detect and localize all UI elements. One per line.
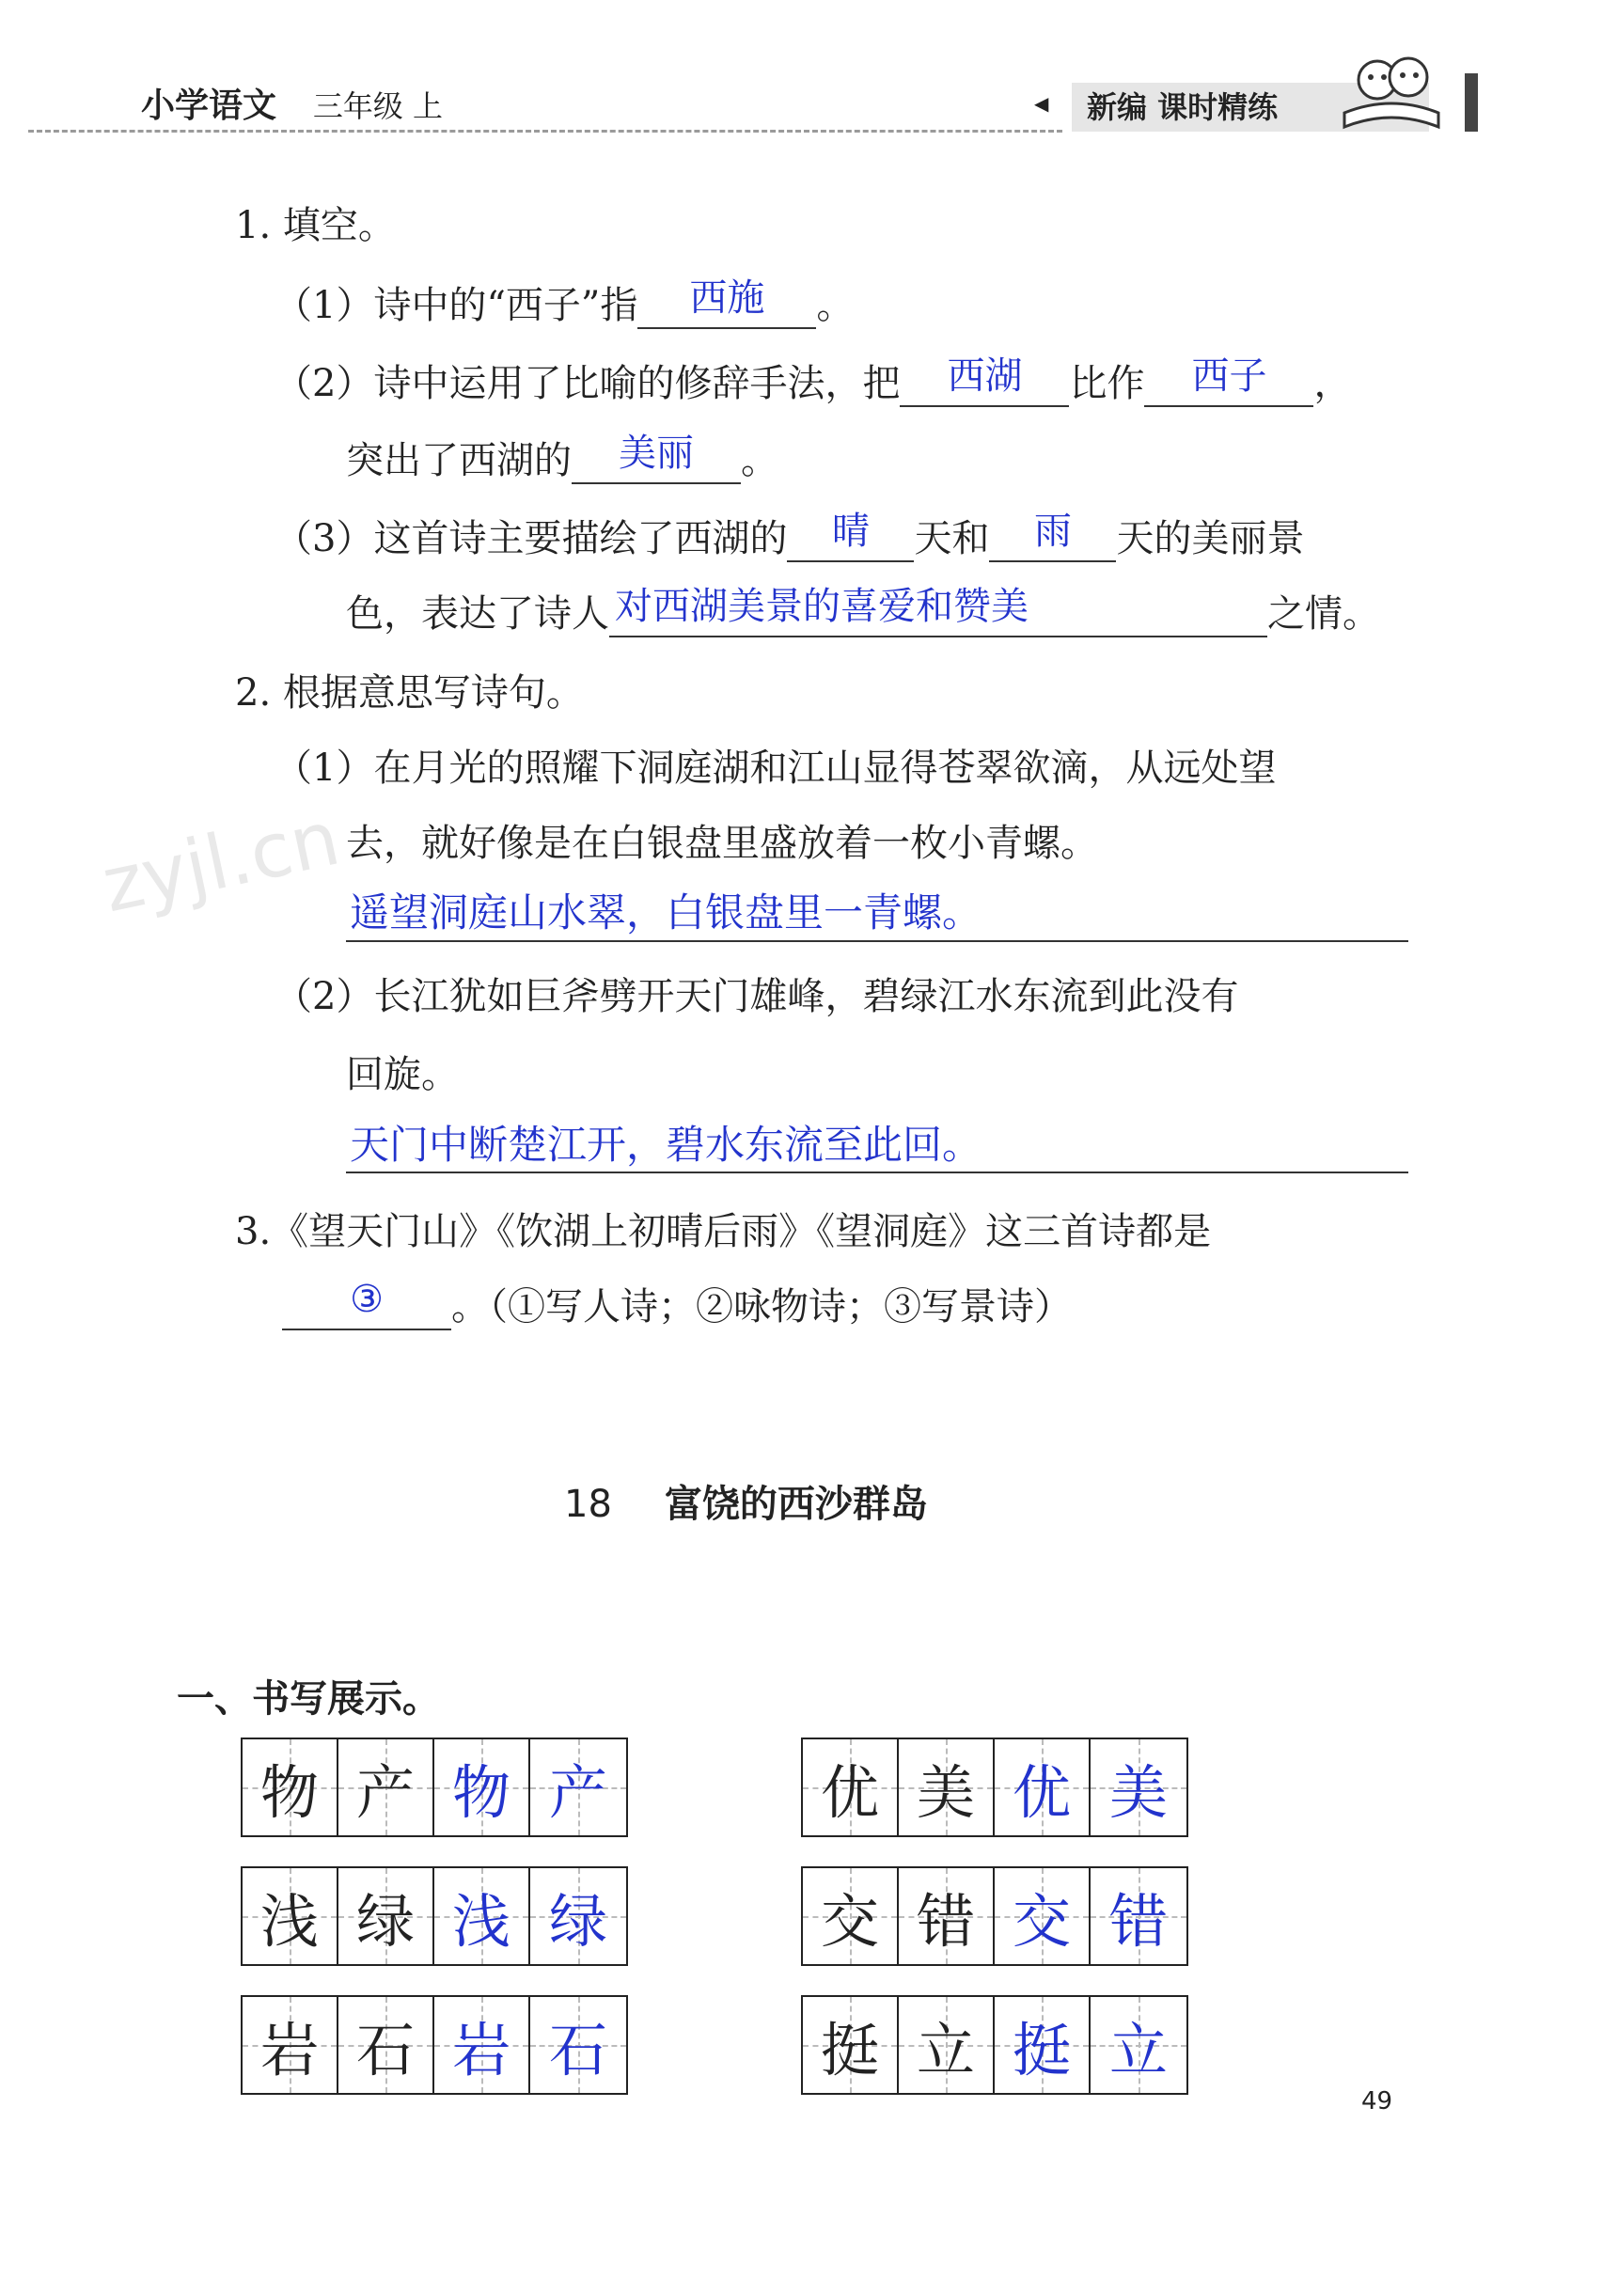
q1-p2b-post: 。 [741,439,778,482]
q1-title: 1. 填空。 [235,204,396,247]
grid-cell: 岩 [243,1997,338,2093]
q1-p1-pre: （1）诗中的“西子”指 [275,284,638,327]
answer-text: 西施 [689,276,765,320]
answer-text: 晴 [831,510,870,553]
grid-cell: 美 [899,1739,995,1835]
writing-grid [241,1866,628,1966]
header-divider [28,130,1062,133]
answer-blank [637,276,816,329]
q1-p2b-pre: 突出了西湖的 [346,439,572,482]
q2-p1-answer: 遥望洞庭山水翠，白银盘里一青螺。 [350,889,982,936]
subject-label: 小学语文 [141,86,277,125]
q1-p1-post: 。 [816,284,855,327]
answer-text: 美丽 [619,432,694,475]
q3-options: 。（①写人诗；②咏物诗；③写景诗） [451,1285,1072,1329]
answer-text: 西湖 [947,354,1023,398]
writing-grid [241,1738,628,1837]
answer-blank [282,1278,451,1330]
q1-p3b-pre: 色，表达了诗人 [346,592,609,636]
grid-cell: 立 [899,1997,995,2093]
grid-cell-answer: 立 [1091,1997,1186,2093]
q1-p3b-post: 之情。 [1267,592,1380,636]
grid-cell-answer: 错 [1091,1868,1186,1964]
lesson-title [564,1474,928,1528]
q1-part3-cont [346,585,1380,637]
page-number: 49 [1361,2087,1393,2115]
header-bar [1465,73,1478,132]
q3-line1: 3.《望天门山》《饮湖上初晴后雨》《望洞庭》这三首诗都是 [235,1210,1212,1253]
answer-underline [346,940,1408,942]
answer-text: 西子 [1191,354,1267,398]
q2-p2-line2: 回旋。 [346,1053,459,1096]
q2-p1-line1: （1）在月光的照耀下洞庭湖和江山显得苍翠欲滴，从远处望 [275,747,1277,790]
q3-line2 [282,1278,1072,1330]
answer-blank [989,510,1116,562]
grid-cell: 石 [338,1997,434,2093]
header-subject [141,79,443,127]
q1-part2-cont [346,432,778,484]
writing-grid [241,1995,628,2095]
grid-cell: 挺 [803,1997,899,2093]
q1-p3-post: 天的美丽景 [1116,517,1305,560]
answer-blank [1144,354,1313,407]
book-mascot-icon [1335,38,1448,141]
grid-cell-answer: 产 [530,1739,626,1835]
watermark: zyjl.cn [95,794,347,930]
q2-p1-line2: 去，就好像是在白银盘里盛放着一枚小青螺。 [346,822,1098,865]
grid-cell-answer: 石 [530,1997,626,2093]
grid-cell-answer: 交 [995,1868,1091,1964]
grid-cell-answer: 浅 [434,1868,530,1964]
grid-cell-answer: 绿 [530,1868,626,1964]
grade-label: 三年级 上 [312,88,444,124]
grid-cell-answer: 岩 [434,1997,530,2093]
q1-p2-mid: 比作 [1069,362,1145,405]
q2-p2-answer: 天门中断楚江开，碧水东流至此回。 [350,1122,982,1168]
grid-cell: 交 [803,1868,899,1964]
grid-cell: 浅 [243,1868,338,1964]
lesson-number: 18 [564,1483,612,1526]
grid-cell-answer: 优 [995,1739,1091,1835]
grid-cell-answer: 美 [1091,1739,1186,1835]
grid-cell: 产 [338,1739,434,1835]
answer-blank [787,510,914,562]
writing-grid [801,1738,1188,1837]
part1-title: 一、书写展示。 [177,1677,440,1721]
q1-p3-mid: 天和 [914,517,990,560]
answer-blank [609,585,1267,637]
grid-cell: 物 [243,1739,338,1835]
q1-part1 [275,276,855,329]
q2-p2-line1: （2）长江犹如巨斧劈开天门雄峰，碧绿江水东流到此没有 [275,975,1239,1018]
grid-cell: 绿 [338,1868,434,1964]
answer-text: 对西湖美景的喜爱和赞美 [615,585,1029,628]
answer-text: ③ [350,1278,384,1321]
grid-cell: 优 [803,1739,899,1835]
q1-p2-pre: （2）诗中运用了比喻的修辞手法，把 [275,362,901,405]
q2-title: 2. 根据意思写诗句。 [235,671,584,715]
q1-p2-post: ， [1313,362,1352,405]
writing-grid [801,1995,1188,2095]
grid-cell-answer: 物 [434,1739,530,1835]
answer-blank [572,432,741,484]
series-label: 新编 课时精练 [1072,83,1429,132]
lesson-name: 富饶的西沙群岛 [664,1483,928,1526]
answer-text: 雨 [1033,510,1072,553]
answer-blank [900,354,1069,407]
q1-part3 [275,510,1305,562]
writing-grid [801,1866,1188,1966]
grid-cell: 错 [899,1868,995,1964]
q1-p3-pre: （3）这首诗主要描绘了西湖的 [275,517,788,560]
q1-part2 [275,354,1352,407]
triangle-left-icon: ◀ [1034,92,1049,115]
grid-cell-answer: 挺 [995,1997,1091,2093]
answer-underline [346,1172,1408,1173]
